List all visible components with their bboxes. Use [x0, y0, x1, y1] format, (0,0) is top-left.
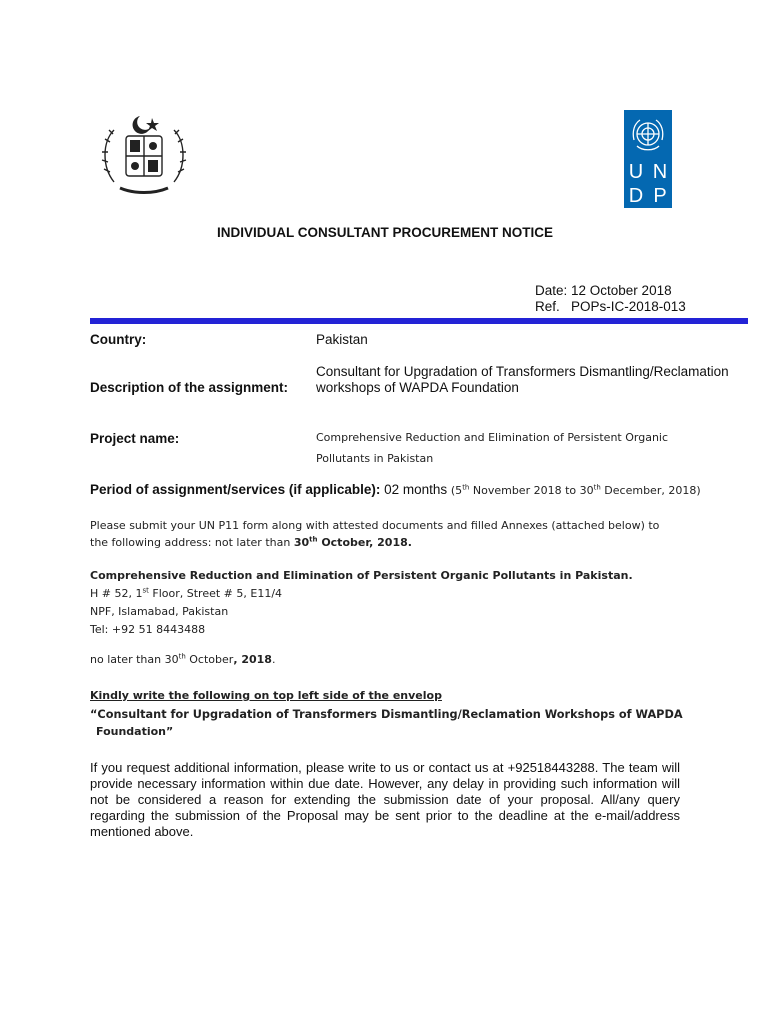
undp-letter: U	[628, 161, 644, 183]
notice-reference: Ref. POPs-IC-2018-013	[535, 299, 686, 314]
envelope-line: “Consultant for Upgradation of Transformers Dismantling/Reclamation Workshops of WAPDA	[90, 708, 683, 721]
envelope-heading	[90, 687, 750, 704]
address-line: H # 52, 1st Floor, Street # 5, E11/4	[90, 586, 283, 600]
envelope-text	[90, 706, 750, 740]
submission-address	[90, 567, 750, 639]
description-line: workshops of WAPDA Foundation	[316, 380, 519, 395]
submission-line: Please submit your UN P11 form along with attested documents and filled Annexes (attached below) to	[90, 519, 660, 532]
period-of-assignment	[90, 482, 701, 497]
submission-instructions	[90, 517, 750, 551]
envelope-heading-text: Kindly write the following on top left side of the envelop	[90, 689, 442, 702]
un-globe-icon	[628, 114, 668, 154]
deadline-note: no later than 30th October, 2018.	[90, 652, 276, 666]
period-dates: (5th November 2018 to 30th December, 2018)	[450, 483, 701, 497]
period-months: 02 months	[380, 482, 451, 497]
project-line: Pollutants in Pakistan	[316, 452, 434, 465]
government-of-pakistan-emblem	[100, 112, 188, 198]
period-label: Period of assignment/services (if applicable):	[90, 482, 381, 497]
address-organization: Comprehensive Reduction and Elimination of Persistent Organic Pollutants in Pakistan.	[90, 569, 633, 582]
country-label: Country:	[90, 332, 147, 347]
closing-paragraph: If you request additional information, please write to us or contact us at +92518443288. The team will provide necessary information within due date. However, any delay in providing such information will not be considered a reason for extending the submission date of your proposal. All/any query regarding the submission of the Proposal may be sent prior to the deadline at the e-mail/address mentioned above.	[90, 760, 680, 839]
project-line: Comprehensive Reduction and Elimination of Persistent Organic	[316, 431, 669, 444]
undp-logo	[624, 110, 672, 208]
envelope-line: Foundation”	[96, 725, 174, 738]
address-phone: Tel: +92 51 8443488	[90, 623, 206, 636]
undp-letter: N	[652, 161, 668, 183]
notice-date: Date: 12 October 2018	[535, 283, 672, 298]
description-line: Consultant for Upgradation of Transformers Dismantling/Reclamation	[316, 364, 729, 379]
header-divider	[90, 318, 748, 324]
address-line: NPF, Islamabad, Pakistan	[90, 605, 229, 618]
project-value	[316, 427, 668, 469]
description-label: Description of the assignment:	[90, 380, 289, 395]
description-value	[316, 364, 729, 396]
notice-meta	[535, 283, 686, 315]
undp-letter: P	[653, 185, 667, 207]
country-value: Pakistan	[316, 332, 368, 347]
submission-line: the following address: not later than 30th October, 2018.	[90, 535, 412, 549]
project-label: Project name:	[90, 431, 180, 446]
undp-letter: D	[628, 185, 644, 207]
page-title: INDIVIDUAL CONSULTANT PROCUREMENT NOTICE	[217, 225, 553, 240]
